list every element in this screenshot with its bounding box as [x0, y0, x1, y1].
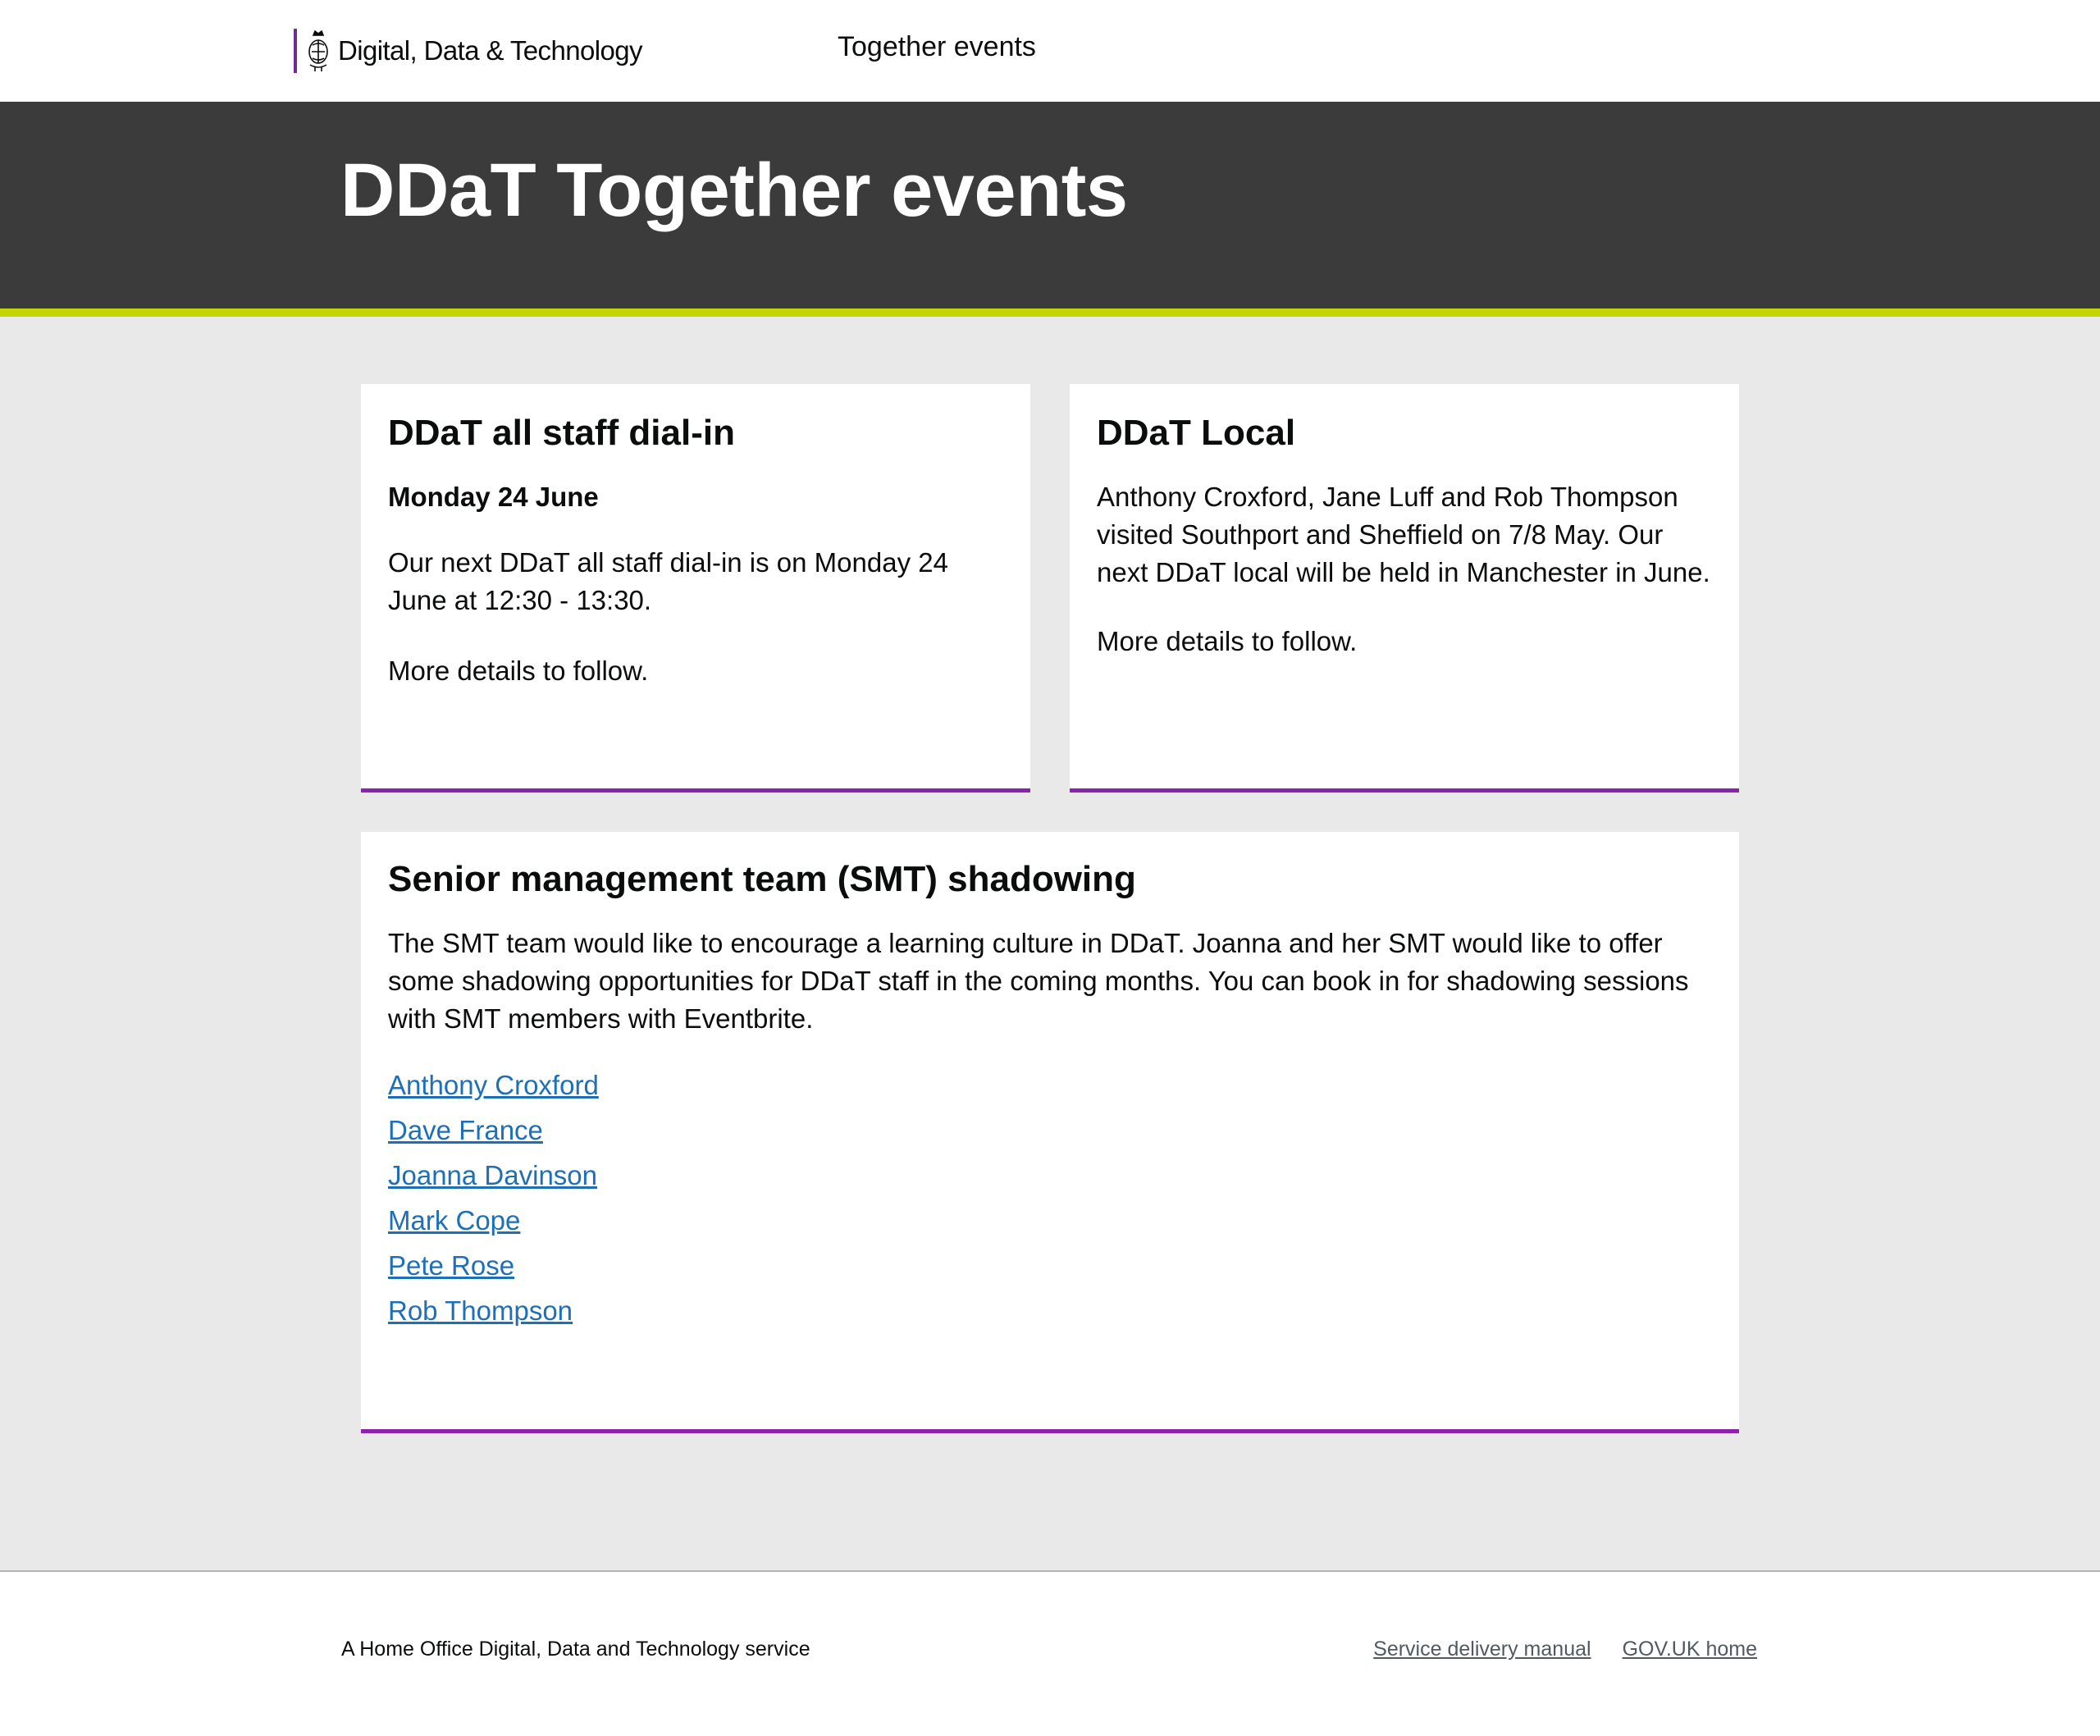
service-name-link[interactable]: Together events	[838, 31, 1036, 62]
brand-text: Digital, Data & Technology	[338, 35, 642, 66]
footer-links	[1373, 1638, 1757, 1661]
footer-text: A Home Office Digital, Data and Technology service	[341, 1638, 810, 1661]
local-card	[1070, 384, 1739, 793]
local-body: Anthony Croxford, Jane Luff and Rob Thompson visited Southport and Sheffield on 7/8 May. Our next DDaT local will be held in Manchester in June.	[1097, 481, 1710, 587]
shadowing-title: Senior management team (SMT) shadowing	[388, 859, 1136, 899]
link-pete-rose[interactable]: Pete Rose	[388, 1249, 515, 1281]
shadowing-links	[388, 1062, 1712, 1333]
main-content	[0, 317, 2100, 1572]
list-item	[388, 1243, 1712, 1288]
top-header	[0, 0, 2100, 102]
list-item	[388, 1062, 1712, 1108]
dial-in-body: Our next DDaT all staff dial-in is on Monday 24 June at 12:30 - 13:30.	[388, 546, 948, 615]
dial-in-more: More details to follow.	[388, 655, 649, 686]
shadowing-body: The SMT team would like to encourage a learning culture in DDaT. Joanna and her SMT would like to offer some shadowing opportunities for DDaT staff in the coming months. You can book in for shadowing sessions with SMT members with Eventbrite.	[388, 927, 1689, 1034]
link-joanna-davinson[interactable]: Joanna Davinson	[388, 1159, 598, 1190]
dial-in-card	[361, 384, 1030, 793]
page-title: DDaT Together events	[340, 148, 1128, 232]
page-footer	[0, 1572, 2100, 1736]
royal-crest-icon	[305, 29, 331, 73]
list-item	[388, 1108, 1712, 1153]
shadowing-card	[361, 832, 1739, 1433]
link-mark-cope[interactable]: Mark Cope	[388, 1204, 521, 1236]
dial-in-title: DDaT all staff dial-in	[388, 413, 735, 453]
govuk-home-link[interactable]: GOV.UK home	[1622, 1638, 1757, 1661]
list-item	[388, 1198, 1712, 1243]
link-rob-thompson[interactable]: Rob Thompson	[388, 1295, 573, 1326]
local-title: DDaT Local	[1097, 413, 1296, 453]
service-delivery-manual-link[interactable]: Service delivery manual	[1373, 1638, 1591, 1661]
list-item	[388, 1153, 1712, 1198]
link-anthony-croxford[interactable]: Anthony Croxford	[388, 1069, 599, 1100]
local-more: More details to follow.	[1097, 625, 1358, 656]
link-dave-france[interactable]: Dave France	[388, 1114, 543, 1145]
hero-banner	[0, 102, 2100, 317]
dial-in-date: Monday 24 June	[388, 481, 599, 512]
brand-accent-bar	[294, 29, 297, 73]
brand-logo-link[interactable]	[294, 28, 642, 74]
list-item	[388, 1288, 1712, 1333]
